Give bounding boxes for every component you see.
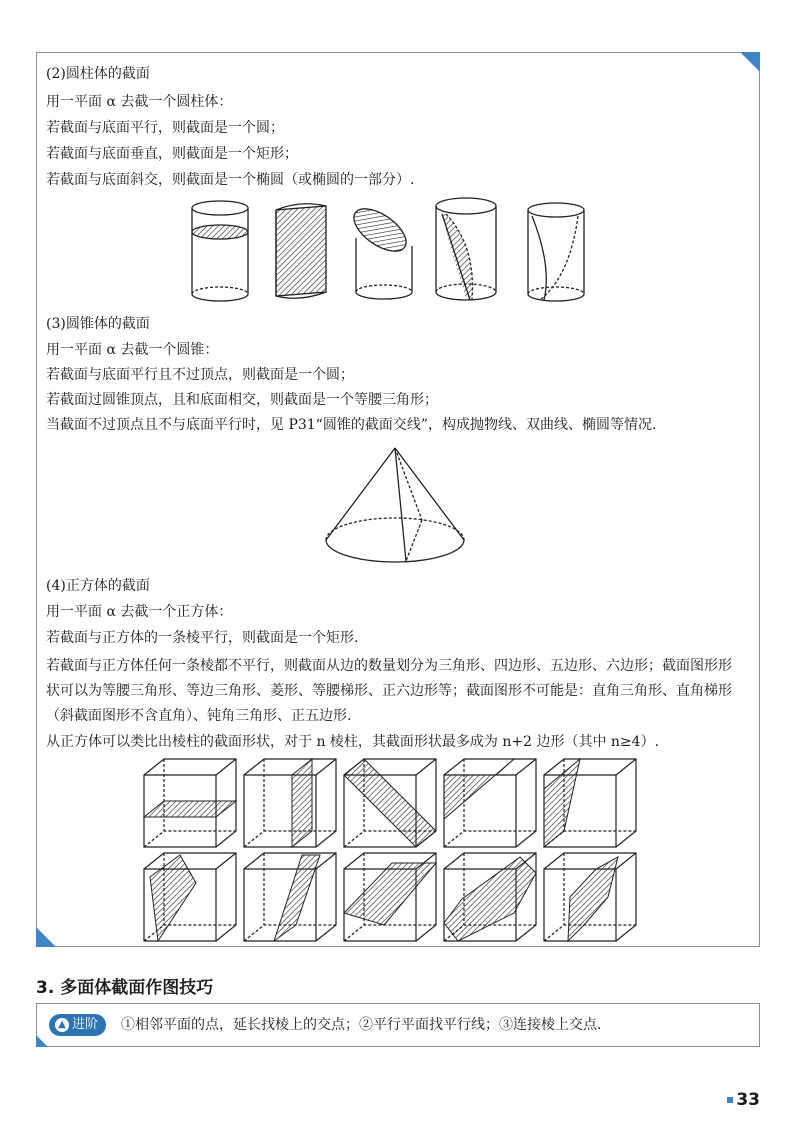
cylinder-sections-figure	[180, 196, 600, 308]
tip-box	[36, 1003, 760, 1047]
cube-line: 若截面与正方体的一条棱平行，则截面是一个矩形.	[46, 630, 359, 646]
page-number	[727, 1090, 760, 1110]
cube-section	[544, 853, 636, 941]
cube-section	[444, 759, 536, 847]
corner-accent	[36, 1035, 48, 1047]
cylinder-slanted-cut	[528, 203, 584, 301]
cube-section	[144, 759, 236, 847]
cylinder-horizontal-cut	[192, 201, 248, 301]
cone-heading: (3)圆锥体的截面	[46, 316, 150, 332]
cube-line: 从正方体可以类比出棱柱的截面形状，对于 n 棱柱，其截面形状最多成为 n+2 边形（其中 n≥4）.	[46, 734, 660, 750]
cone-line: 若截面与底面平行且不过顶点，则截面是一个圆；	[46, 367, 354, 383]
tip-text: ①相邻平面的点，延长找棱上的交点；②平行平面找平行线；③连接棱上交点.	[121, 1017, 602, 1033]
cone-line: 当截面不过顶点且不与底面平行时，见 P31“圆锥的截面交线”，构成抛物线、双曲线、椭圆等情况.	[46, 417, 657, 433]
cylinder-line: 若截面与底面垂直，则截面是一个矩形；	[46, 146, 298, 162]
cube-section	[344, 853, 436, 941]
cube-section	[544, 759, 636, 847]
cone-line: 若截面过圆锥顶点，且和底面相交，则截面是一个等腰三角形；	[46, 392, 438, 408]
cube-section	[444, 853, 536, 941]
badge-label: 进阶	[72, 1017, 99, 1032]
cube-heading: (4)正方体的截面	[46, 578, 150, 594]
cube-intro: 用一平面 α 去截一个正方体：	[46, 604, 233, 620]
cube-section	[244, 759, 336, 847]
cylinder-line: 若截面与底面斜交，则截面是一个椭圆（或椭圆的一部分）.	[46, 172, 415, 188]
page-number-text: 33	[736, 1090, 760, 1110]
cone-intro: 用一平面 α 去截一个圆锥：	[46, 342, 219, 358]
cylinder-intro: 用一平面 α 去截一个圆柱体：	[46, 94, 233, 110]
section-title: 3. 多面体截面作图技巧	[36, 978, 214, 998]
cylinder-oblique-cut	[347, 201, 413, 299]
cone-section-figure	[320, 444, 470, 570]
cylinder-heading: (2)圆柱体的截面	[46, 66, 150, 82]
cube-sections-figure	[140, 755, 640, 943]
corner-accent	[740, 52, 760, 72]
cube-section	[244, 853, 336, 941]
cube-line: 若截面与正方体任何一条棱都不平行，则截面从边的数量划分为三角形、四边形、五边形、六边形；截面图形形状可以为等腰三角形、等边三角形、菱形、等腰梯形、正六边形等；截面图形不可能是：直角三角形、直角梯形（斜截面图形不含直角）、钝角三角形、正五边形.	[46, 658, 732, 724]
cube-section	[344, 759, 436, 847]
cylinder-line: 若截面与底面平行，则截面是一个圆；	[46, 120, 284, 136]
advanced-badge	[49, 1014, 106, 1036]
cylinder-oblique-through	[436, 198, 496, 300]
page-marker-icon	[727, 1097, 733, 1103]
cube-section	[144, 853, 236, 941]
corner-accent	[36, 927, 56, 947]
up-arrow-icon: ▲	[55, 1018, 69, 1032]
cylinder-vertical-cut	[276, 204, 326, 299]
